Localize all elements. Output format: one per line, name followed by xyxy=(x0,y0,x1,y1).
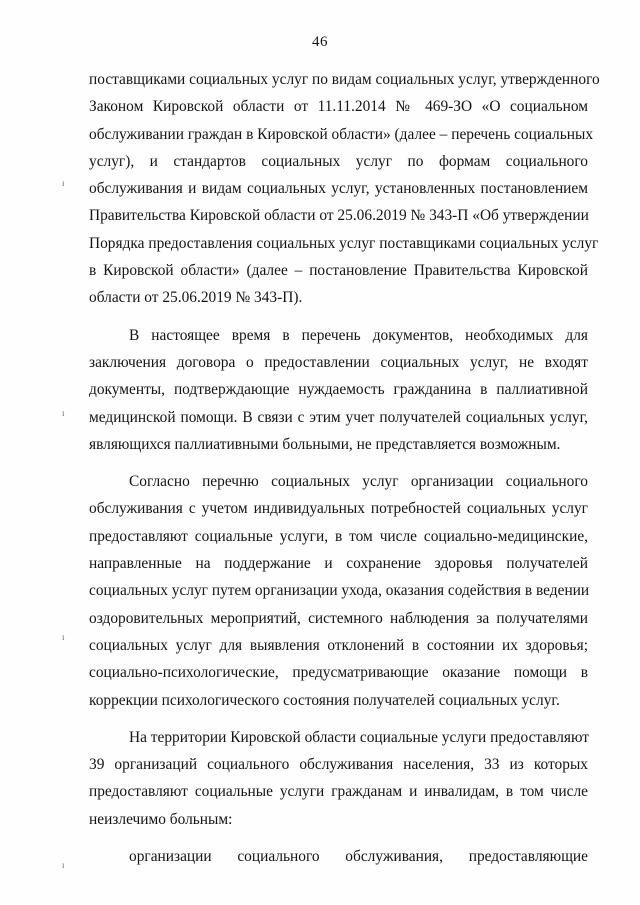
text-line: В настоящее время в перечень документов, необходимых для xyxy=(129,326,588,344)
text-line: поставщиками социальных услуг по видам социальных услуг, утвержденного xyxy=(89,71,600,88)
margin-mark: ı xyxy=(62,632,65,642)
text-line: социальных услуг для выявления отклонений в состоянии их здоровья; xyxy=(89,636,588,654)
text-line: коррекции психологического состояния получателей социальных услуг. xyxy=(89,691,560,709)
text-line: социальных услуг путем организации ухода, оказания содействия в ведении xyxy=(89,582,590,600)
text-line: предоставляют социальные услуги, в том числе социально-медицинские, xyxy=(89,527,588,545)
text-line: На территории Кировской области социальные услуги предоставляют xyxy=(129,728,589,746)
paragraph-4 xyxy=(89,724,588,833)
text-line: являющихся паллиативными больными, не представляется возможным. xyxy=(89,435,561,453)
margin-mark: ı xyxy=(62,178,65,188)
text-line: обслуживания и видам социальных услуг, установленных постановлением xyxy=(89,180,588,198)
text-line: направленные на поддержание и сохранение здоровья получателей xyxy=(89,555,588,573)
document-body xyxy=(89,66,600,870)
text-line: 39 организаций социального обслуживания населения, 33 из которых xyxy=(89,756,588,774)
text-line: документы, подтверждающие нуждаемость гражданина в паллиативной xyxy=(89,381,588,399)
text-line: области от 25.06.2019 № 343-П). xyxy=(89,289,303,307)
text-line: медицинской помощи. В связи с этим учет получателей социальных услуг, xyxy=(89,408,588,426)
text-line: предоставляют социальные услуги гражданам и инвалидам, в том числе xyxy=(89,783,588,801)
text-line: заключения договора о предоставлении социальных услуг, не входят xyxy=(89,353,588,371)
paragraph-5 xyxy=(89,843,588,870)
text-line: оздоровительных мероприятий, системного наблюдения за получателями xyxy=(89,609,588,627)
text-line: обслуживания с учетом индивидуальных потребностей социальных услуг xyxy=(89,500,588,518)
text-line: Законом Кировской области от 11.11.2014 № 469-ЗО «О социальном xyxy=(89,98,588,116)
text-line: организации социального обслуживания, предоставляющие xyxy=(129,848,588,866)
text-line: в Кировской области» (далее – постановление Правительства Кировской xyxy=(89,262,588,280)
margin-mark: ı xyxy=(62,860,65,870)
margin-mark: ı xyxy=(62,408,65,418)
paragraph-1 xyxy=(89,66,600,312)
text-line: Согласно перечню социальных услуг организации социального xyxy=(129,473,588,491)
paragraph-2 xyxy=(89,322,588,458)
text-line: обслуживании граждан в Кировской области» (далее – перечень социальных xyxy=(89,125,594,143)
paragraph-3 xyxy=(89,468,588,714)
text-line: социально-психологические, предусматривающие оказание помощи в xyxy=(89,664,588,682)
text-line: неизлечимо больным: xyxy=(89,810,233,828)
text-line: Правительства Кировской области от 25.06.2019 № 343-П «Об утверждении xyxy=(89,207,589,225)
text-line: услуг), и стандартов социальных услуг по формам социального xyxy=(89,152,588,170)
text-line: Порядка предоставления социальных услуг поставщиками социальных услуг xyxy=(89,234,599,252)
page-number: 46 xyxy=(312,34,328,50)
